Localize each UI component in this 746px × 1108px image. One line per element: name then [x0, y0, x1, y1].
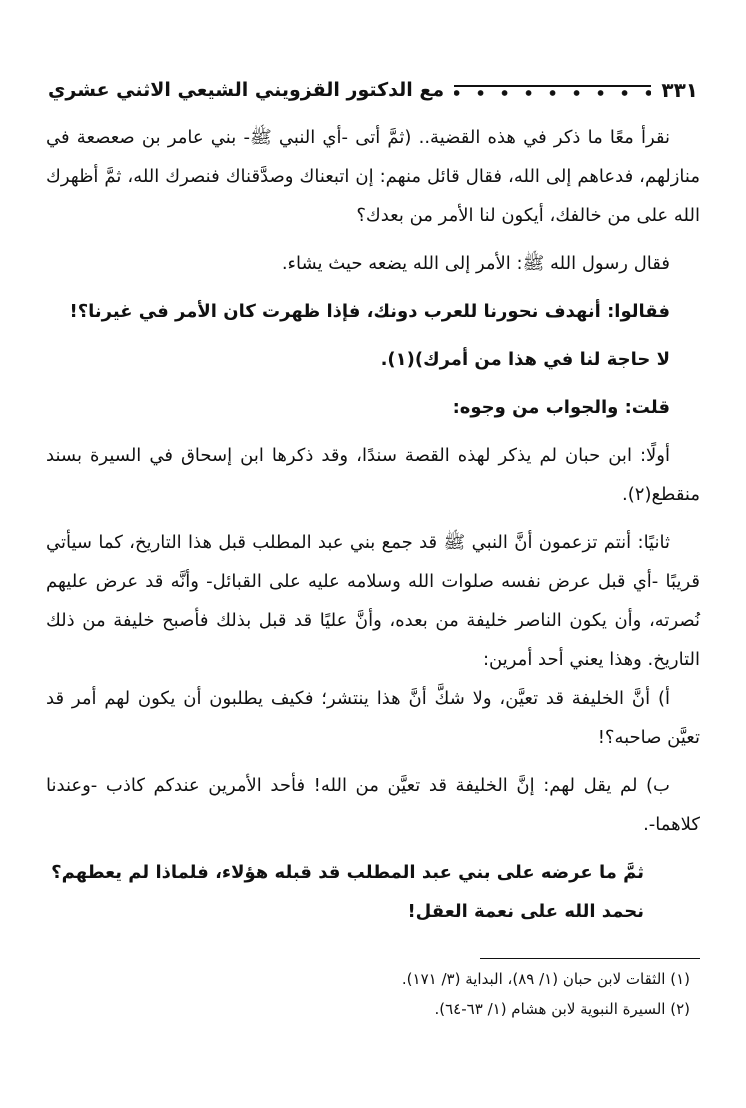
- running-title: مع الدكتور القزويني الشيعي الاثني عشري: [48, 79, 445, 101]
- paragraph-tribe-reply: فقالوا: أنهدف نحورنا للعرب دونك، فإذا ظهرت كان الأمر في غيرنا؟!: [69, 301, 670, 322]
- paragraph-answer-heading: قلت: والجواب من وجوه:: [452, 397, 670, 418]
- footnote-1: (١) الثقات لابن حبان (١/ ٨٩)، البداية (٣/ ١٧١).: [401, 970, 690, 988]
- paragraph-closing: نحمد الله على نعمة العقل!: [407, 901, 644, 922]
- paragraph-second-point: ثانيًا: أنتم تزعمون أنَّ النبي ﷺ قد جمع بني عبد المطلب قبل هذا التاريخ، كما سيأتي قريبًا -أي قبل عرض نفسه صلوات الله وسلامه عليه على القبائل- وأنَّه قد عرض عليهم نُصرته، وأن يكون الناصر خليفة من بعده، وأنَّ عليًا قد قبل بذلك فأصبح خليفة من ذلك التاريخ. وهذا يعني أحد أمرين:: [46, 532, 700, 670]
- paragraph-intro: نقرأ معًا ما ذكر في هذه القضية.. (ثمَّ أتى -أي النبي ﷺ- بني عامر بن صعصعة في منازلهم، فدعاهم إلى الله، فقال قائل منهم: إن اتبعناك وصدَّقناك فنصرك الله، ثمَّ أظهرك الله على من خالفك، أيكون لنا الأمر من بعدك؟: [46, 127, 700, 226]
- paragraph-first-point: أولًا: ابن حبان لم يذكر لهذه القصة سندًا، وقد ذكرها ابن إسحاق في السيرة بسند منقطع(٢).: [46, 445, 700, 505]
- paragraph-no-need: لا حاجة لنا في هذا من أمرك)(١).: [380, 349, 670, 370]
- paragraph-conclusion: ثمَّ ما عرضه على بني عبد المطلب قد قبله هؤلاء، فلماذا لم يعطهم؟: [51, 862, 644, 883]
- paragraph-option-b: ب) لم يقل لهم: إنَّ الخليفة قد تعيَّن من الله! فأحد الأمرين عندكم كاذب -وعندنا كلاهما-.: [46, 775, 700, 835]
- page-header: [48, 72, 698, 108]
- footnote-separator: [480, 958, 700, 959]
- decorative-ornament: [454, 85, 651, 101]
- page-number: ٣٣١: [661, 78, 698, 102]
- footnote-2: (٢) السيرة النبوية لابن هشام (١/ ٦٣-٦٤).: [434, 1000, 690, 1018]
- paragraph-option-a: أ) أنَّ الخليفة قد تعيَّن، ولا شكَّ أنَّ هذا ينتشر؛ فكيف يطلبون أن يكون لهم أمر قد تعيَّن صاحبه؟!: [46, 688, 700, 748]
- footnotes: [46, 964, 700, 1024]
- page-body: [46, 118, 700, 931]
- paragraph-prophet-reply: فقال رسول الله ﷺ: الأمر إلى الله يضعه حيث يشاء.: [281, 253, 670, 274]
